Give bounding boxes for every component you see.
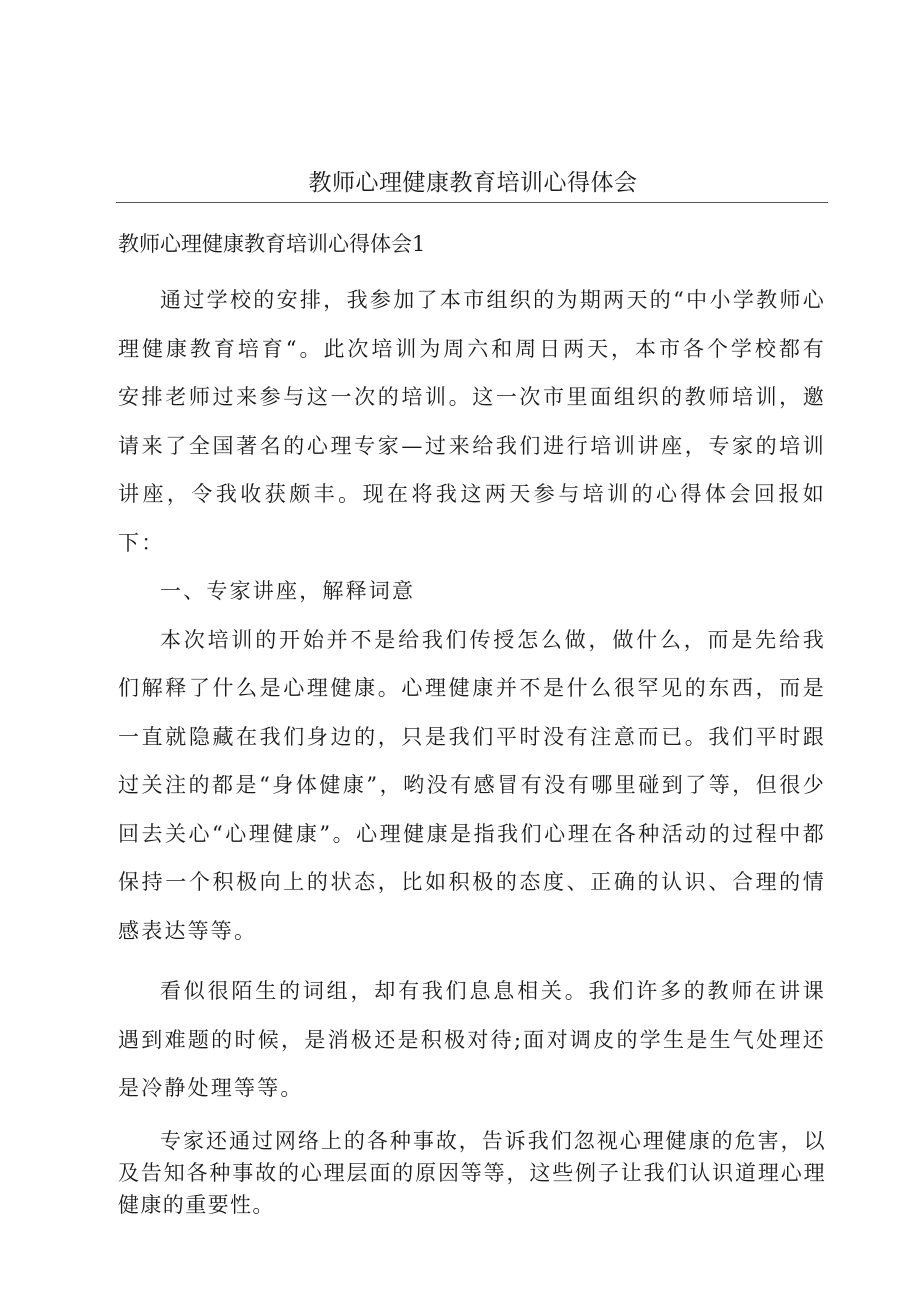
paragraph-definition: 本次培训的开始并不是给我们传授怎么做，做什么，而是先给我们解释了什么是心理健康。心理健康并不是什么很罕见的东西，而是一直就隐藏在我们身边的，只是我们平时没有注意而已。我们平时跟过关注的都是“身体健康”，哟没有感冒有没有哪里碰到了等，但很少回去关心“心理健康”。心理健康是指我们心理在各种活动的过程中都保持一个积极向上的状态，比如积极的态度、正确的认识、合理的情感表达等等。 (118, 627, 826, 943)
document-title: 教师心理健康教育培训心得体会 (308, 170, 638, 196)
paragraph-examples: 看似很陌生的词组，却有我们息息相关。我们许多的教师在讲课遇到难题的时候，是消极还是积极对待;面对调皮的学生是生气处理还是冷静处理等等。 (118, 979, 826, 1100)
document-body (118, 276, 826, 1221)
paragraph-importance: 专家还通过网络上的各种事故，告诉我们忽视心理健康的危害，以及告知各种事故的心理层面的原因等等，这些例子让我们认识道理心理健康的重要性。 (118, 1128, 826, 1217)
section-subtitle: 教师心理健康教育培训心得体会1 (118, 232, 426, 256)
title-underline (116, 202, 828, 203)
paragraph-intro: 通过学校的安排，我参加了本市组织的为期两天的“中小学教师心理健康教育培育“。此次培训为周六和周日两天，本市各个学校都有安排老师过来参与这一次的培训。这一次市里面组织的教师培训，邀请来了全国著名的心理专家—过来给我们进行培训讲座，专家的培训讲座，令我收获颇丰。现在将我这两天参与培训的心得体会回报如下： (118, 288, 826, 555)
section-heading-1: 一、专家讲座，解释词意 (160, 579, 416, 603)
